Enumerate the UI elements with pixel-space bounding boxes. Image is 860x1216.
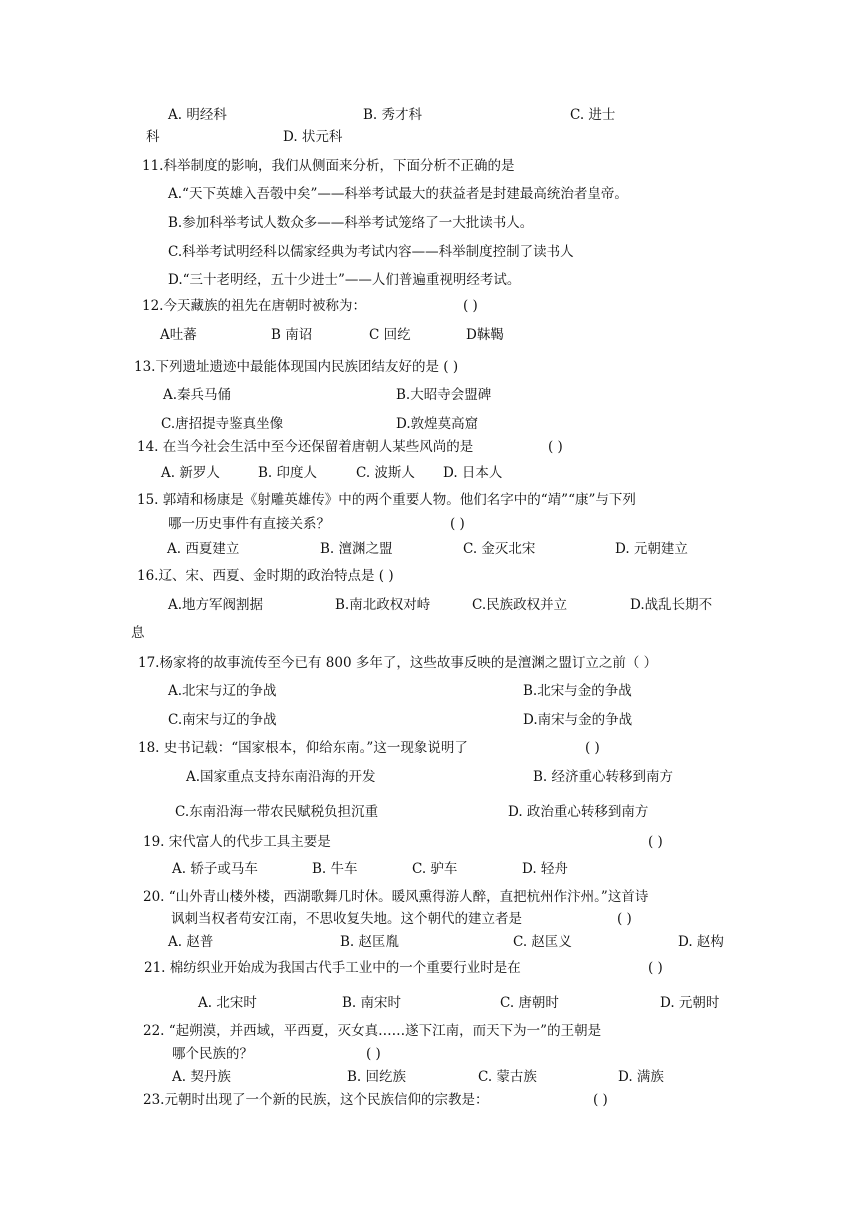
q16-option-a: A.地方军阀割据 <box>168 597 264 613</box>
q10-option-b: B. 秀才科 <box>363 107 423 123</box>
q19-option-c: C. 驴车 <box>412 861 458 877</box>
q23-stem: 23.元朝时出现了一个新的民族，这个民族信仰的宗教是： <box>143 1092 489 1108</box>
q17-option-d: D.南宋与金的争战 <box>523 712 633 728</box>
q22-option-b: B. 回纥族 <box>347 1069 407 1085</box>
q20-option-a: A. 赵普 <box>168 934 214 950</box>
q13-stem: 13.下列遗址遗迹中最能体现国内民族团结友好的是 ( ) <box>134 359 459 375</box>
q21-option-c: C. 唐朝时 <box>500 995 559 1011</box>
q22-option-c: C. 蒙古族 <box>478 1069 537 1085</box>
q18-option-d: D. 政治重心转移到南方 <box>508 804 649 820</box>
q14-stem: 14. 在当今社会生活中至今还保留着唐朝人某些风尚的是 <box>137 439 474 455</box>
q12-answer-paren: ( ) <box>463 298 478 314</box>
q20-answer-paren: ( ) <box>617 911 632 927</box>
q15-option-c: C. 金灭北宋 <box>463 541 536 557</box>
q18-stem: 18. 史书记载：“国家根本，仰给东南。”这一现象说明了 <box>138 740 468 756</box>
q11-option-c: C.科举考试明经科以儒家经典为考试内容——科举制度控制了读书人 <box>168 244 574 260</box>
q15-option-b: B. 澶渊之盟 <box>320 541 393 557</box>
q13-option-b: B.大昭寺会盟碑 <box>396 387 492 403</box>
q16-option-d: D.战乱长期不 <box>630 597 713 613</box>
q19-option-d: D. 轻舟 <box>522 861 568 877</box>
q12-stem: 12.今天藏族的祖先在唐朝时被称为： <box>142 298 366 314</box>
q11-option-a: A.“天下英雄入吾彀中矣”——科举考试最大的获益者是封建最高统治者皇帝。 <box>168 186 628 202</box>
q19-option-b: B. 牛车 <box>312 861 358 877</box>
q22-option-a: A. 契丹族 <box>172 1069 231 1085</box>
q23-answer-paren: ( ) <box>593 1092 608 1108</box>
q20-option-b: B. 赵匡胤 <box>340 934 400 950</box>
q16-option-b: B.南北政权对峙 <box>335 597 431 613</box>
q17-stem: 17.杨家将的故事流传至今已有 800 多年了，这些故事反映的是澶渊之盟订立之前（ ） <box>138 655 658 671</box>
q21-answer-paren: ( ) <box>648 960 663 976</box>
q14-answer-paren: ( ) <box>548 439 563 455</box>
q19-answer-paren: ( ) <box>648 834 663 850</box>
q20-stem-line2: 讽刺当权者苟安江南，不思收复失地。这个朝代的建立者是 <box>171 911 522 927</box>
q14-option-b: B. 印度人 <box>258 465 318 481</box>
q18-option-b: B. 经济重心转移到南方 <box>533 769 674 785</box>
q17-option-a: A.北宋与辽的争战 <box>168 683 277 699</box>
q17-option-c: C.南宋与辽的争战 <box>168 712 277 728</box>
q10-option-d: D. 状元科 <box>283 129 343 145</box>
q12-option-b: B 南诏 <box>271 327 313 343</box>
q16-option-c: C.民族政权并立 <box>472 597 568 613</box>
q18-answer-paren: ( ) <box>585 740 600 756</box>
q16-stem: 16.辽、宋、西夏、金时期的政治特点是 ( ) <box>137 568 394 584</box>
q11-stem: 11.科举制度的影响，我们从侧面来分析，下面分析不正确的是 <box>142 158 515 174</box>
q15-option-a: A. 西夏建立 <box>167 541 240 557</box>
q12-option-a: A吐蕃 <box>160 327 197 343</box>
q15-option-d: D. 元朝建立 <box>615 541 688 557</box>
q22-stem: 22. “起朔漠，并西域，平西夏，灭女真……遂下江南，而天下为一”的王朝是 <box>143 1023 602 1039</box>
q10-option-c: C. 进士 <box>570 107 616 123</box>
q20-option-d: D. 赵构 <box>678 934 724 950</box>
q21-option-b: B. 南宋时 <box>342 995 402 1011</box>
q18-option-a: A.国家重点支持东南沿海的开发 <box>186 769 376 785</box>
q17-option-b: B.北宋与金的争战 <box>523 683 632 699</box>
q22-answer-paren: ( ) <box>366 1046 381 1062</box>
q10-option-a: A. 明经科 <box>168 107 227 123</box>
q20-option-c: C. 赵匡义 <box>513 934 572 950</box>
q15-stem-line2: 哪一历史事件有直接关系？ <box>168 516 330 532</box>
q19-option-a: A. 轿子或马车 <box>172 861 258 877</box>
q21-option-d: D. 元朝时 <box>660 995 720 1011</box>
q14-option-d: D. 日本人 <box>443 465 503 481</box>
q20-stem: 20. “山外青山楼外楼，西湖歌舞几时休。暖风熏得游人醉，直把杭州作汴州。”这首诗 <box>143 889 649 905</box>
q15-answer-paren: ( ) <box>450 516 465 532</box>
q18-option-c: C.东南沿海一带农民赋税负担沉重 <box>175 804 379 820</box>
q21-option-a: A. 北宋时 <box>198 995 257 1011</box>
q13-option-a: A.秦兵马俑 <box>163 387 232 403</box>
q22-stem-line2: 哪个民族的？ <box>172 1046 253 1062</box>
q14-option-a: A. 新罗人 <box>161 465 220 481</box>
q22-option-d: D. 满族 <box>618 1069 664 1085</box>
q12-option-c: C 回纥 <box>369 327 411 343</box>
q19-stem: 19. 宋代富人的代步工具主要是 <box>143 834 331 850</box>
q14-option-c: C. 波斯人 <box>356 465 415 481</box>
q12-option-d: D靺鞨 <box>466 327 504 343</box>
q11-option-d: D.“三十老明经，五十少进士”——人们普遍重视明经考试。 <box>168 272 521 288</box>
q10-option-c-wrap: 科 <box>146 129 160 145</box>
q13-option-c: C.唐招提寺鉴真坐像 <box>161 416 284 432</box>
q13-option-d: D.敦煌莫高窟 <box>396 416 479 432</box>
q15-stem: 15. 郭靖和杨康是《射雕英雄传》中的两个重要人物。他们名字中的“靖”“康”与下列 <box>137 492 636 508</box>
q21-stem: 21. 棉纺织业开始成为我国古代手工业中的一个重要行业时是在 <box>144 960 521 976</box>
q11-option-b: B.参加科举考试人数众多——科举考试笼络了一大批读书人。 <box>168 215 534 231</box>
q16-option-d-wrap: 息 <box>131 625 145 641</box>
